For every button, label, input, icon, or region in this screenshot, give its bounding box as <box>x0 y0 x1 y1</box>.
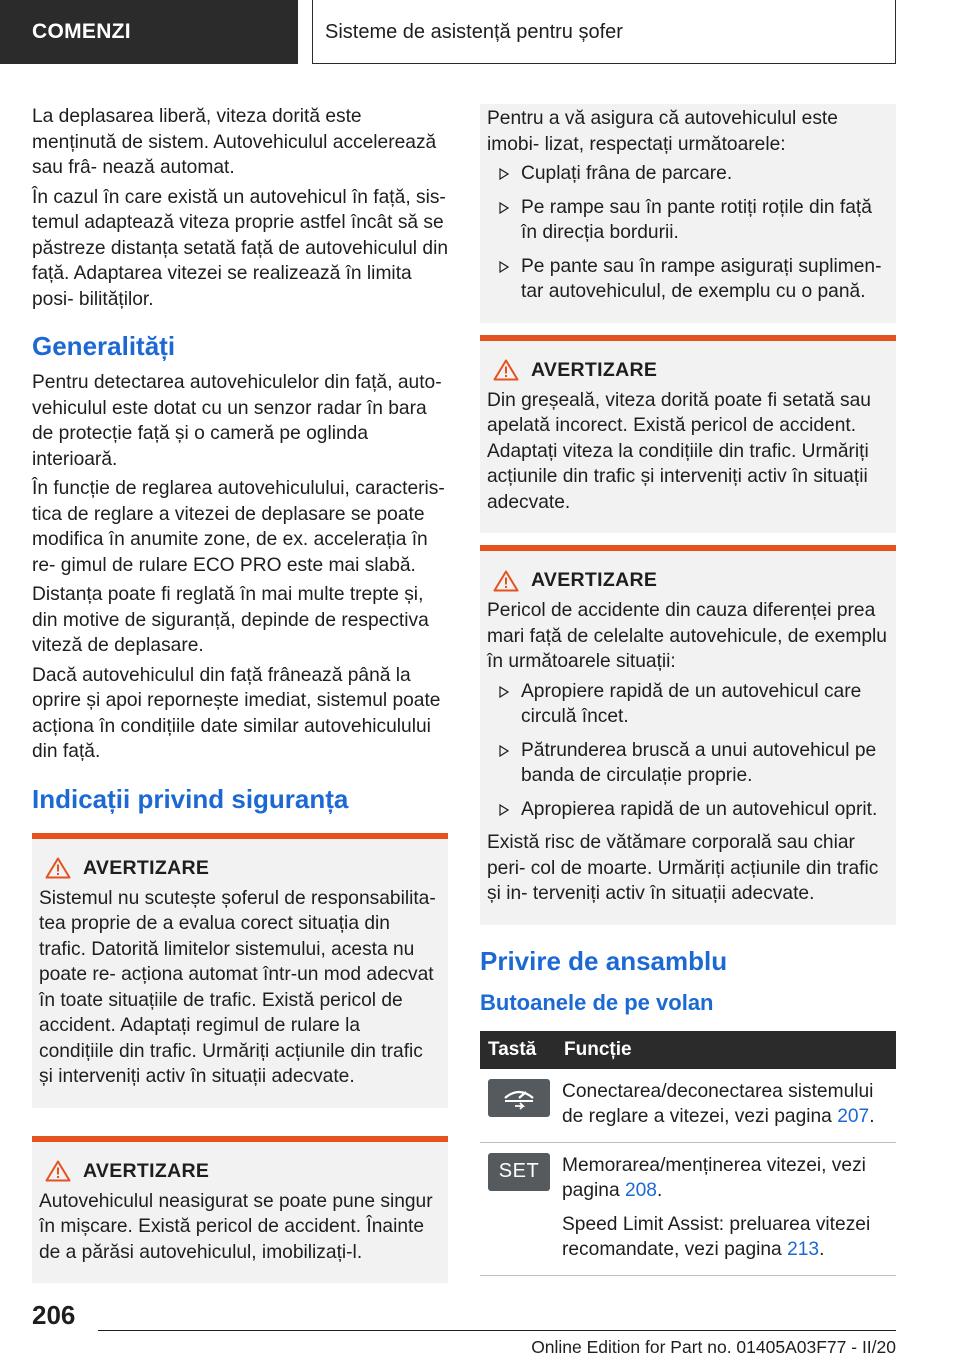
list-item: Pe pante sau în rampe asigurați suplimen‐ tar autovehiculul, de exemplu cu o pană. <box>487 254 888 305</box>
heading-safety: Indicații privind siguranța <box>32 783 349 814</box>
table-cell: Memorarea/menținerea vitezei, vezi pagina 208. Speed Limit Assist: preluarea vitezei recomandate, vezi pagina 213. <box>556 1142 896 1275</box>
warning-title: AVERTIZARE <box>83 1159 210 1182</box>
bullet-triangle-icon <box>499 202 509 214</box>
info-intro: Pentru a vă asigura că autovehiculul este imobi‐ lizat, respectați următoarele: <box>487 108 838 155</box>
paragraph: Pentru detectarea autovehiculelor din față, auto‐ vehiculul este dotat cu un senzor radar în bara de protecție față și o cameră pe oglinda interioară. <box>32 372 442 470</box>
warning-triangle-icon <box>493 570 519 592</box>
set-key: SET <box>488 1153 550 1191</box>
list-item: Pătrunderea bruscă a unui autovehicul pe banda de circulație proprie. <box>487 738 888 789</box>
warning-text: Sistemul nu scutește șoferul de responsabilita‐ tea proprie de a evalua corect situația din trafic. Datorită limitelor sistemului, acesta nu poate re‐ acționa automat într-un mod adecvat în toate situațiile de trafic. Există pericol de accident. Adaptați regimul de rulare la condițiile din trafic. Urmăriți acțiunile din trafic și interveniți activ în situații adecvate. <box>39 887 436 1087</box>
info-box <box>480 104 896 323</box>
heading-general: Generalități <box>32 331 176 361</box>
warning-title: AVERTIZARE <box>531 358 658 381</box>
footer-divider <box>98 1330 896 1331</box>
warning-box <box>32 833 448 1108</box>
footer-edition: Online Edition for Part no. 01405A03F77 - II/20 <box>531 1337 896 1357</box>
left-column <box>32 104 448 1311</box>
list-item: Cuplați frâna de parcare. <box>487 161 888 187</box>
bullet-list <box>487 161 888 305</box>
paragraph: Distanța poate fi reglată în mai multe trepte și, din motive de siguranță, depinde de respectiva viteză de deplasare. <box>32 584 429 656</box>
cruise-control-onoff-icon <box>488 1079 550 1117</box>
warning-box <box>480 545 896 925</box>
table-row <box>480 1069 896 1143</box>
list-item: Apropierea rapidă de un autovehicul oprit. <box>487 797 888 823</box>
bullet-triangle-icon <box>499 804 509 816</box>
list-item: Pe rampe sau în pante rotiți roțile din față în direcția bordurii. <box>487 195 888 246</box>
page-header <box>0 0 960 66</box>
table-row <box>480 1142 896 1275</box>
page-number: 206 <box>32 1300 76 1330</box>
bullet-triangle-icon <box>499 168 509 180</box>
warning-triangle-icon <box>493 359 519 381</box>
right-column <box>480 104 896 1276</box>
list-item: Apropiere rapidă de un autovehicul care circulă încet. <box>487 679 888 730</box>
section-tab: COMENZI <box>0 0 298 64</box>
table-cell: Conectarea/deconectarea sistemului de reglare a vitezei, vezi pagina 207. <box>556 1069 896 1143</box>
page-link[interactable]: 208 <box>624 1180 657 1201</box>
page-link[interactable]: 213 <box>787 1239 820 1260</box>
warning-text: Din greșeală, viteza dorită poate fi setată sau apelată incorect. Există pericol de accident. Adaptați viteza la condițiile din trafic. Urmăriți acțiunile din trafic și interveniți activ în situații adecvate. <box>487 389 871 513</box>
paragraph: Dacă autovehiculul din față frânează până la oprire și apoi repornește imediat, sistemul poate acționa în condițiile date similar autovehiculului din față. <box>32 664 441 762</box>
warning-text: Pericol de accidente din cauza diferenței prea mari față de celelalte autovehicule, de exemplu în următoarele situații: <box>487 600 887 672</box>
heading-overview: Privire de ansamblu <box>480 945 728 976</box>
warning-box <box>32 1136 448 1284</box>
paragraph: La deplasarea liberă, viteza dorită este menținută de sistem. Autovehiculul accelerează sau frâ‐ nează automat. <box>32 106 437 178</box>
heading-steering-buttons: Butoanele de pe volan <box>480 989 714 1015</box>
warning-title: AVERTIZARE <box>83 856 210 879</box>
bullet-list <box>487 679 888 823</box>
paragraph: În cazul în care există un autovehicul în față, sis‐ temul adaptează viteza proprie astfel încât să se păstreze distanța setată față de autovehiculul din față. Adaptarea vitezei se realizează în limita posi‐ bilităților. <box>32 186 449 310</box>
warning-box <box>480 335 896 534</box>
table-header-key: Tastă <box>480 1031 556 1069</box>
bullet-triangle-icon <box>499 686 509 698</box>
bullet-triangle-icon <box>499 745 509 757</box>
warning-triangle-icon <box>45 1160 71 1182</box>
warning-triangle-icon <box>45 857 71 879</box>
bullet-triangle-icon <box>499 261 509 273</box>
paragraph: În funcție de reglarea autovehiculului, caracteris‐ tica de reglare a vitezei de deplasare se poate modifica în anumite zone, de ex. accelerația în re‐ gimul de rulare ECO PRO este mai slabă. <box>32 478 445 576</box>
buttons-table <box>480 1031 896 1276</box>
table-header-function: Funcție <box>556 1031 896 1069</box>
warning-text: Există risc de vătămare corporală sau chiar peri‐ col de moarte. Urmăriți acțiunile din trafic și in‐ terveniți activ în situații adecvate. <box>487 832 879 904</box>
page-link[interactable]: 207 <box>837 1106 870 1127</box>
warning-text: Autovehiculul neasigurat se poate pune singur în mișcare. Există pericol de accident. Înainte de a părăsi autovehiculul, imobilizați-l. <box>39 1190 433 1263</box>
warning-title: AVERTIZARE <box>531 569 658 591</box>
chapter-title: Sisteme de asistență pentru șofer <box>312 0 896 64</box>
